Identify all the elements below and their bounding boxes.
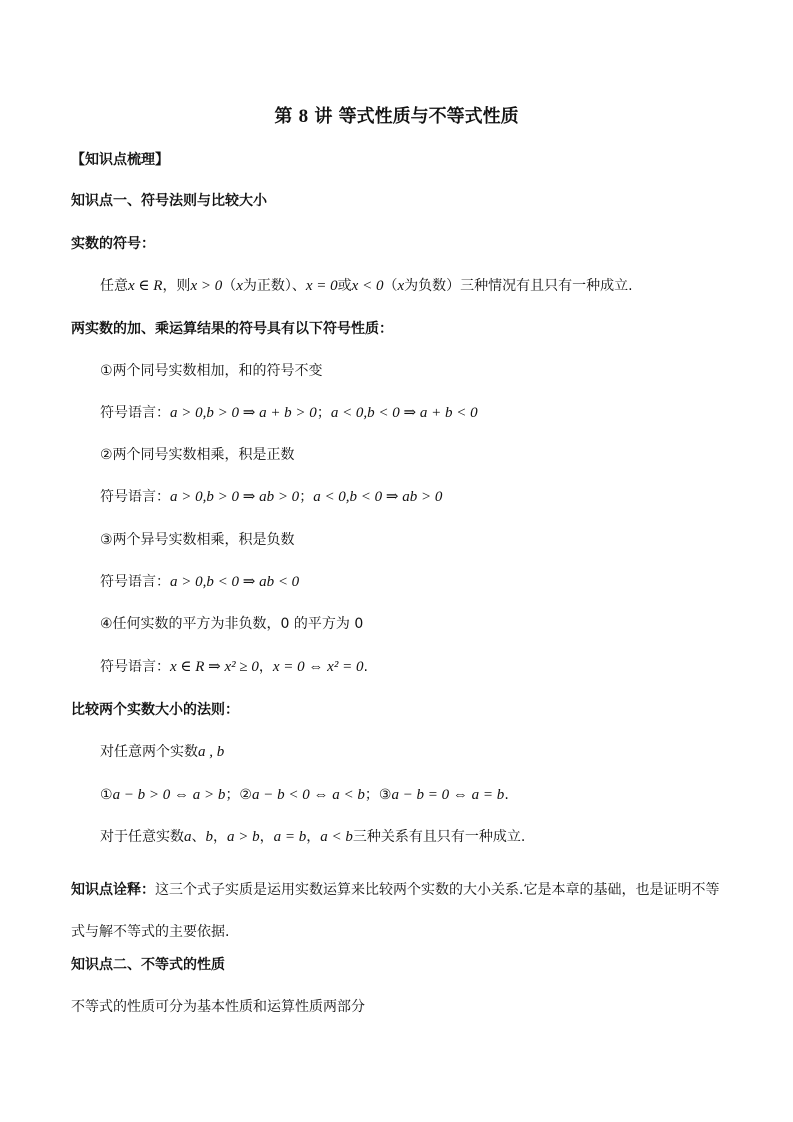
title-prefix: 第 — [274, 106, 293, 127]
knowledge-note — [71, 869, 731, 953]
note-label: 知识点诠释： — [71, 882, 155, 898]
compare-intro: 对任意两个实数a , b — [100, 744, 225, 760]
title-lecture-number: 8 — [298, 106, 309, 127]
point2-intro: 不等式的性质可分为基本性质和运算性质两部分 — [71, 999, 365, 1015]
ops-heading: 两实数的加、乘运算结果的符号具有以下符号性质： — [71, 321, 393, 337]
rule-3-symbolic: 符号语言：a > 0,b < 0 ⇒ ab < 0 — [100, 574, 300, 590]
compare-rules: ①a − b > 0 ⇔ a > b；②a − b < 0 ⇔ a < b；③a − b = 0 ⇔ a = b. — [100, 787, 509, 803]
rule-3: ③两个异号实数相乘，积是负数 — [100, 532, 295, 548]
point2-heading: 知识点二、不等式的性质 — [71, 957, 225, 973]
point1-heading: 知识点一、符号法则与比较大小 — [71, 193, 267, 209]
rule-2-symbolic: 符号语言：a > 0,b > 0 ⇒ ab > 0；a < 0,b < 0 ⇒ ab > 0 — [100, 489, 443, 505]
rule-4: ④任何实数的平方为非负数，0 的平方为 0 — [100, 616, 364, 632]
real-sign-text: 任意x ∈ R，则x > 0（x为正数）、x = 0或x < 0（x为负数）三种情况有且只有一种成立. — [100, 278, 633, 294]
real-sign-heading: 实数的符号： — [71, 236, 155, 252]
rule-1: ①两个同号实数相加，和的符号不变 — [100, 363, 323, 379]
title-text: 讲 等式性质与不等式性质 — [314, 106, 519, 127]
page-title — [0, 104, 793, 130]
compare-three-relations: 对于任意实数a、b，a > b，a = b，a < b三种关系有且只有一种成立. — [100, 829, 526, 845]
rule-4-symbolic: 符号语言：x ∈ R ⇒ x² ≥ 0，x = 0 ⇔ x² = 0. — [100, 659, 368, 675]
rule-1-symbolic: 符号语言：a > 0,b > 0 ⇒ a + b > 0；a < 0,b < 0 ⇒ a + b < 0 — [100, 405, 478, 421]
note-text: 这三个式子实质是运用实数运算来比较两个实数的大小关系.它是本章的基础，也是证明不等式与解不等式的主要依据. — [71, 882, 720, 940]
section-knowledge-heading: 【知识点梳理】 — [71, 152, 169, 168]
rule-2: ②两个同号实数相乘，积是正数 — [100, 447, 295, 463]
compare-heading: 比较两个实数大小的法则： — [71, 702, 239, 718]
